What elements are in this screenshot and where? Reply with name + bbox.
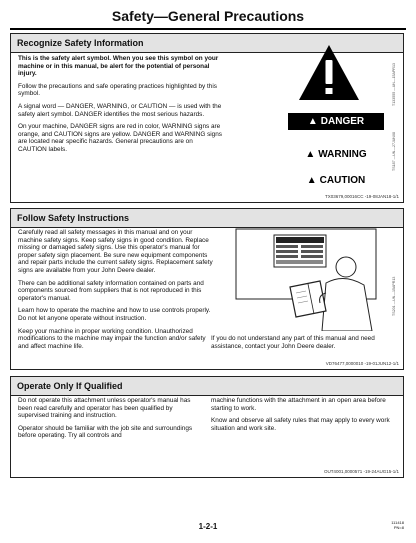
intro-bold-text: This is the safety alert symbol. When you see this symbol on your machine or in this manual, be alert for the potential of personal injury. <box>18 55 219 78</box>
paragraph: Carefully read all safety messages in this manual and on your machine safety signs. Keep safety signs in good condition. Replace missing or damaged safety signs. Use this operator's manual for proper safety sign placement. Be sure new equipment components and repair parts include the current safety signs. Replacement safety signs are available from your John Deere dealer. <box>18 229 213 274</box>
footer-codes <box>391 520 404 530</box>
alert-triangle-icon: ▲ <box>307 116 318 127</box>
caution-label: CAUTION <box>319 175 366 186</box>
reference-code: TX03679,00016CC -19-08JAN18-1/1 <box>324 194 399 199</box>
footer-code: 111418 <box>391 520 404 525</box>
paragraph: machine functions with the attachment in an open area before starting to work. <box>211 397 386 412</box>
section-recognize-safety <box>10 33 404 203</box>
section-follow-safety <box>10 208 404 370</box>
reference-code: VD76477,0000010 -19-01JUN12-1/1 <box>325 361 399 366</box>
warning-label: WARNING <box>318 149 367 160</box>
paragraph: Keep your machine in proper working condition. Unauthorized modifications to the machine may impair the function and/or safety and affect machine life. <box>18 327 206 350</box>
footer-code: PN=8 <box>393 525 404 530</box>
section-operate-qualified <box>10 376 404 478</box>
paragraph: On your machine, DANGER signs are red in color, WARNING signs are orange, and CAUTION signs are yellow. DANGER and WARNING signs are located near specific hazards. General precautions are on CAUTION labels. <box>18 123 222 153</box>
image-reference: TS201 —UN—15APR13 <box>392 276 396 316</box>
caution-sign <box>288 172 384 189</box>
section-body-right <box>211 397 396 437</box>
paragraph: A signal word — DANGER, WARNING, or CAUTION — is used with the safety alert symbol. DANGER identifies the most serious hazards. <box>18 102 222 118</box>
danger-sign <box>288 113 384 130</box>
page-number: 1-2-1 <box>198 522 218 531</box>
warning-sign <box>288 146 384 163</box>
paragraph: There can be additional safety information contained on parts and components sourced from suppliers that is not reproduced in this operator's manual. <box>18 279 204 302</box>
section-body-left <box>18 397 203 445</box>
section-heading: Follow Safety Instructions <box>11 209 403 228</box>
paragraph: Know and observe all safety rules that may apply to every work situation and work site. <box>211 417 390 432</box>
paragraph: Follow the precautions and safe operating practices highlighted by this symbol. <box>18 82 217 98</box>
image-reference: TS187 —UN—27JUN08 <box>392 132 396 171</box>
paragraph: Do not operate this attachment unless operator's manual has been read carefully and operator has been qualified by supervised training and instruction. <box>18 397 191 420</box>
alert-triangle-icon: ▲ <box>305 149 316 160</box>
section-body <box>18 229 213 355</box>
danger-label: DANGER <box>320 116 365 127</box>
section-body <box>18 55 223 159</box>
operator-reading-manual-illustration <box>226 223 386 331</box>
page-title: Safety—General Precautions <box>10 6 406 30</box>
dealer-assistance-text <box>211 335 401 355</box>
reference-code: OUT4001,0000571 -19-24AUG15-1/1 <box>323 469 399 474</box>
section-heading: Operate Only If Qualified <box>11 377 403 396</box>
section-heading: Recognize Safety Information <box>11 34 403 53</box>
safety-alert-triangle-icon <box>296 42 362 104</box>
paragraph: If you do not understand any part of this manual and need assistance, contact your John Deere dealer. <box>211 335 375 350</box>
paragraph: Operator should be familiar with the job site and surroundings before operating. Try all controls and <box>18 424 193 440</box>
paragraph: Learn how to operate the machine and how to use controls properly. Do not let anyone operate without instruction. <box>18 307 211 322</box>
image-reference: T133555 —UN—15APR13 <box>392 63 396 106</box>
alert-triangle-icon: ▲ <box>306 175 317 186</box>
